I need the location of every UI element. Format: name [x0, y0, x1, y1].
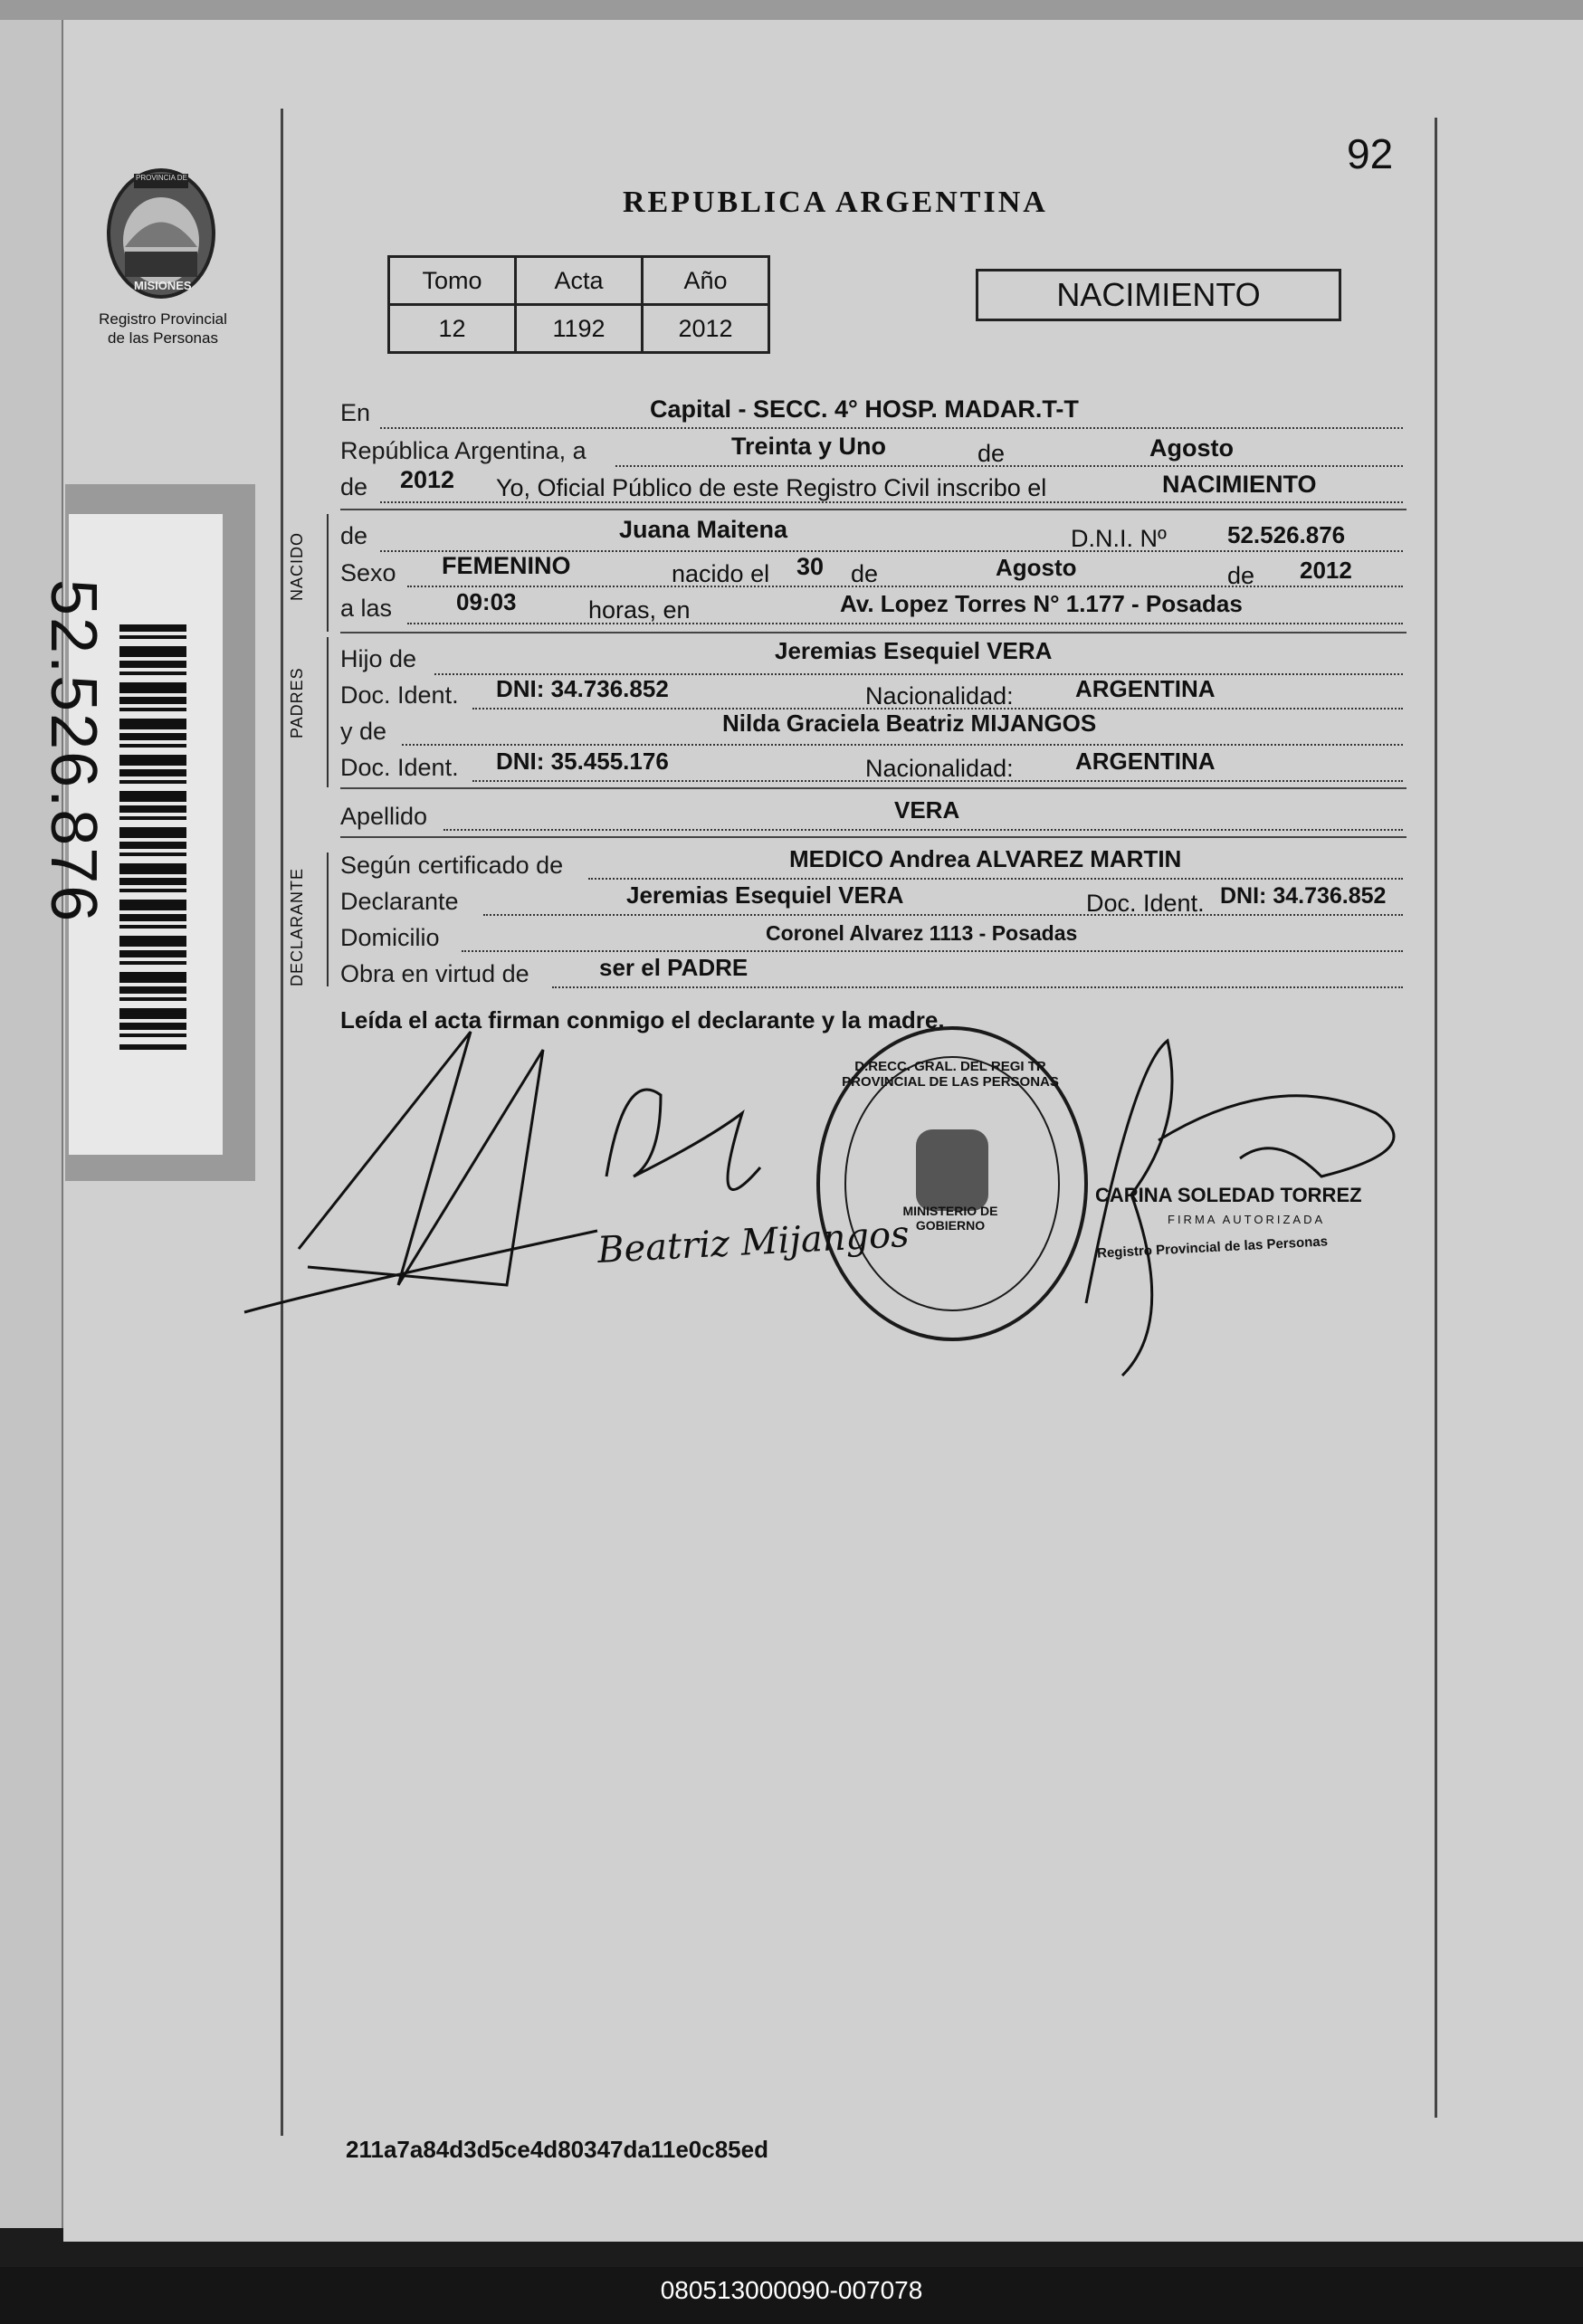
- register-table: [387, 255, 770, 354]
- mother-signature-scribble: [606, 1090, 760, 1190]
- dots-declarante: [483, 912, 1403, 916]
- label-hijo-de: Hijo de: [340, 645, 417, 672]
- label-madre-doc: Doc. Ident.: [340, 754, 459, 781]
- dots-en: [380, 425, 1403, 429]
- page-number: 92: [1347, 130, 1394, 177]
- value-dni: 52.526.876: [1227, 521, 1346, 548]
- logo-top-text: PROVINCIA DE: [136, 174, 187, 182]
- row-en: [340, 398, 370, 427]
- dots-anio: [380, 500, 1403, 503]
- closing-statement: Leída el acta firman conmigo el declarante y la madre.: [340, 1006, 945, 1033]
- label-republica: República Argentina, a: [340, 437, 586, 464]
- value-lugar-nac: Av. Lopez Torres N° 1.177 - Posadas: [840, 590, 1243, 617]
- section-separator-padres: [340, 632, 1407, 633]
- label-apellido: Apellido: [340, 803, 428, 830]
- label-yo-oficial: Yo, Oficial Público de este Registro Civil inscribo el: [496, 474, 1047, 501]
- value-padre-nac: ARGENTINA: [1075, 675, 1216, 702]
- section-label-padres: PADRES: [288, 667, 306, 738]
- value-hora: 09:03: [456, 588, 517, 615]
- section-separator-declarante: [340, 836, 1407, 838]
- section-label-declarante: DECLARANTE: [288, 867, 306, 986]
- label-segun-cert: Según certificado de: [340, 852, 564, 879]
- value-dia-letras: Treinta y Uno: [731, 433, 887, 460]
- row-anio: [340, 472, 367, 501]
- label-sexo: Sexo: [340, 559, 396, 586]
- label-a-las: a las: [340, 595, 393, 622]
- register-anio: 2012: [643, 305, 769, 353]
- dots-certificado: [588, 876, 1403, 880]
- value-padre: Jeremias Esequiel VERA: [775, 637, 1053, 664]
- row-declarante: [340, 887, 459, 916]
- facing-page-edge: [0, 20, 64, 2228]
- section-separator-apellido: [340, 787, 1407, 789]
- row-sexo: [340, 558, 396, 587]
- value-nac-mes: Agosto: [996, 554, 1077, 581]
- label-de-nac-mes: de: [851, 560, 879, 587]
- register-header-anio: Año: [643, 257, 769, 305]
- dots-hora: [407, 621, 1403, 624]
- row-obra: [340, 959, 529, 988]
- label-nacido-el: nacido el: [672, 560, 770, 587]
- row-hora: [340, 594, 392, 623]
- dots-y-de: [402, 742, 1403, 746]
- value-domicilio: Coronel Alvarez 1113 - Posadas: [766, 921, 1078, 945]
- value-nombre: Juana Maitena: [619, 516, 788, 543]
- official-role: FIRMA AUTORIZADA: [1168, 1213, 1326, 1226]
- label-domicilio: Domicilio: [340, 924, 440, 951]
- label-obra: Obra en virtud de: [340, 960, 529, 987]
- barcode-number: 52.526.876: [37, 579, 110, 924]
- value-sexo: FEMENINO: [442, 552, 571, 579]
- label-de-nombre: de: [340, 522, 368, 549]
- label-dni: D.N.I. Nº: [1071, 525, 1167, 552]
- dots-apellido: [443, 827, 1403, 831]
- doc-type-box: NACIMIENTO: [976, 269, 1341, 321]
- official-name: CARINA SOLEDAD TORREZ: [1095, 1184, 1362, 1206]
- section-label-nacido: NACIDO: [288, 531, 306, 601]
- value-obra: ser el PADRE: [599, 954, 749, 981]
- dots-domicilio: [462, 948, 1403, 952]
- seal-emblem-icon: [916, 1129, 988, 1211]
- label-declarante: Declarante: [340, 888, 459, 915]
- label-de-mes: de: [977, 440, 1006, 467]
- value-madre-nac: ARGENTINA: [1075, 748, 1216, 775]
- logo-caption-2: de las Personas: [108, 329, 218, 347]
- row-madre-doc: [340, 753, 459, 782]
- value-madre-doc: DNI: 35.455.176: [496, 748, 669, 775]
- province-logo: [98, 161, 224, 306]
- value-padre-doc: DNI: 34.736.852: [496, 675, 669, 702]
- row-nombre: [340, 521, 367, 550]
- label-y-de: y de: [340, 718, 387, 745]
- register-header-acta: Acta: [516, 257, 643, 305]
- dots-obra: [552, 985, 1403, 988]
- value-anio: 2012: [400, 466, 455, 493]
- row-padre-doc: [340, 681, 459, 710]
- seal-ring-text: D.RECC. GRAL. DEL REGI TR PROVINCIAL DE LAS PERSONAS: [842, 1059, 1059, 1090]
- row-y-de: [340, 717, 386, 746]
- label-en: En: [340, 399, 371, 426]
- label-padre-doc: Doc. Ident.: [340, 681, 459, 709]
- scan-top-edge: [0, 0, 1583, 20]
- label-padre-nac: Nacionalidad:: [865, 682, 1014, 710]
- dots-republica: [615, 463, 1403, 467]
- label-madre-nac: Nacionalidad:: [865, 755, 1014, 782]
- label-de-anio: de: [340, 473, 368, 500]
- official-signature: [1086, 1041, 1394, 1376]
- value-mes: Agosto: [1149, 434, 1234, 462]
- document-hash: 211a7a84d3d5ce4d80347da11e0c85ed: [346, 2136, 768, 2163]
- value-madre: Nilda Graciela Beatriz MIJANGOS: [722, 710, 1097, 737]
- row-hijo-de: [340, 644, 416, 673]
- label-declarante-doc: Doc. Ident.: [1086, 890, 1205, 917]
- value-nac-dia: 30: [796, 553, 825, 580]
- seal-inner-text: MINISTERIO DE GOBIERNO: [902, 1204, 998, 1233]
- section-separator-nacido: [340, 509, 1407, 510]
- row-domicilio: [340, 923, 440, 952]
- value-declarante: Jeremias Esequiel VERA: [626, 881, 904, 909]
- logo-bottom-text: MISIONES: [134, 279, 192, 292]
- row-republica: [340, 436, 586, 465]
- row-certificado: [340, 851, 563, 880]
- barcode-bars: [119, 624, 186, 1050]
- declarante-bracket: [327, 852, 329, 986]
- footer-code: 080513000090-007078: [660, 2276, 923, 2304]
- register-acta: 1192: [516, 305, 643, 353]
- row-apellido: [340, 802, 427, 831]
- value-nac-anio: 2012: [1300, 557, 1352, 584]
- mother-signature-text: Beatriz Mijangos: [596, 1214, 911, 1272]
- nacido-bracket: [327, 514, 329, 632]
- label-horas-en: horas, en: [588, 596, 691, 624]
- register-tomo: 12: [389, 305, 516, 353]
- value-declarante-doc: DNI: 34.736.852: [1220, 883, 1387, 909]
- value-lugar: Capital - SECC. 4° HOSP. MADAR.T-T: [650, 395, 1079, 423]
- logo-caption-1: Registro Provincial: [99, 310, 227, 328]
- official-org: Registro Provincial de las Personas: [1096, 1233, 1329, 1262]
- value-certificado: MEDICO Andrea ALVAREZ MARTIN: [789, 845, 1182, 872]
- value-apellido: VERA: [894, 796, 960, 824]
- country-title: REPUBLICA ARGENTINA: [623, 186, 1048, 219]
- declarant-signature: [244, 1032, 597, 1312]
- padres-bracket: [327, 637, 329, 787]
- register-header-tomo: Tomo: [389, 257, 516, 305]
- label-de-nac-anio: de: [1227, 562, 1255, 589]
- value-inscribe: NACIMIENTO: [1162, 471, 1317, 498]
